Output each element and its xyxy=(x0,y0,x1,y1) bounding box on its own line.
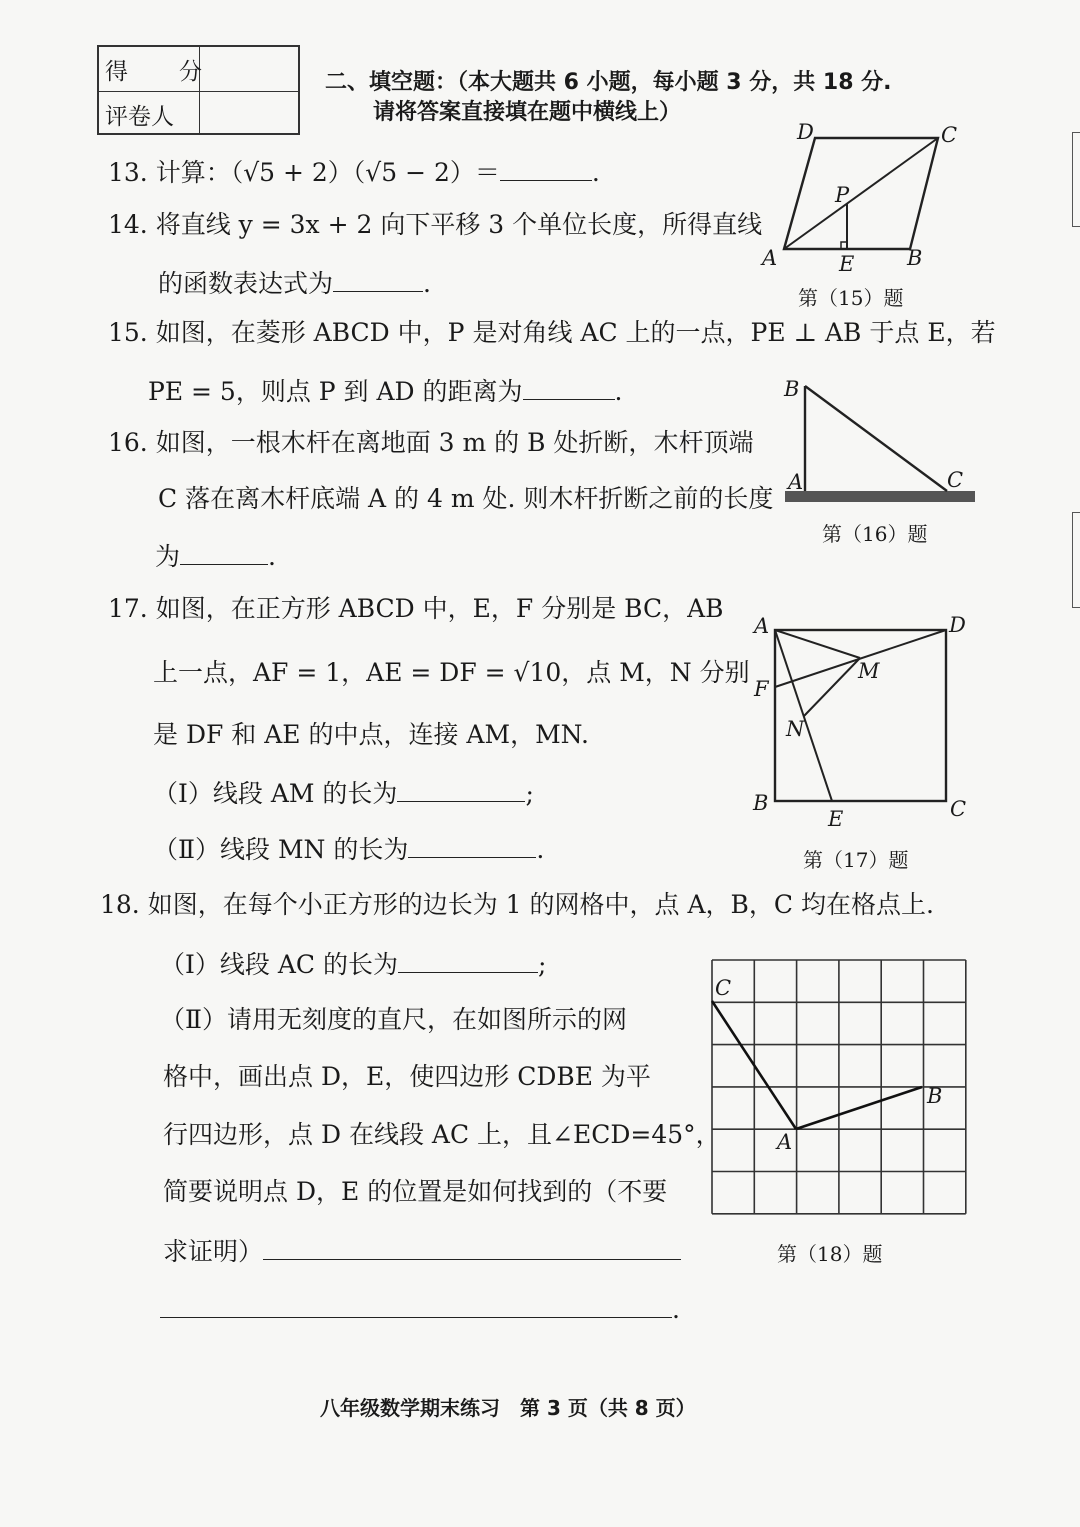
square-abcd xyxy=(775,630,946,801)
question-13: 13. 计算：（√5 + 2）（√5 − 2）＝ . xyxy=(108,158,600,187)
label-m: M xyxy=(858,659,880,683)
score-label: 得 分 xyxy=(105,59,216,85)
question-17: 17. 如图，在正方形 ABCD 中，E，F 分别是 BC，AB xyxy=(108,594,724,623)
section-title: 二、填空题：（本大题共 6 小题，每小题 3 分，共 18 分. xyxy=(325,70,892,95)
figure-18 xyxy=(705,953,975,1223)
question-17-part1: （Ⅰ）线段 AM 的长为 ; xyxy=(153,779,534,808)
label-e: E xyxy=(828,807,844,831)
label-a: A xyxy=(777,1130,793,1154)
page-footer: 八年级数学期末练习 第 3 页（共 8 页） xyxy=(320,1396,696,1420)
label-d: D xyxy=(797,120,814,144)
question-15-line2: PE = 5，则点 P 到 AD 的距离为 . xyxy=(148,377,623,406)
label-f: F xyxy=(754,677,769,701)
label-b: B xyxy=(927,1084,943,1108)
question-16-line2: C 落在离木杆底端 A 的 4 m 处. 则木杆折断之前的长度 xyxy=(158,484,774,513)
label-b: B xyxy=(753,791,769,815)
label-e: E xyxy=(839,252,855,276)
figure-17 xyxy=(748,612,978,834)
question-18-part2-line4: 简要说明点 D，E 的位置是如何找到的（不要 xyxy=(163,1177,668,1206)
label-c: C xyxy=(715,976,732,1000)
question-18-part1: （Ⅰ）线段 AC 的长为 ; xyxy=(160,950,547,979)
question-18-part2-line3: 行四边形，点 D 在线段 AC 上，且∠ECD=45°， xyxy=(163,1120,721,1149)
question-14: 14. 将直线 y = 3x + 2 向下平移 3 个单位长度，所得直线 xyxy=(108,210,763,239)
broken-part-bc xyxy=(805,386,947,491)
answer-blank-13[interactable] xyxy=(500,156,592,181)
segment-am xyxy=(775,630,860,658)
question-16: 16. 如图，一根木杆在离地面 3 m 的 B 处折断，木杆顶端 xyxy=(108,428,754,457)
label-b: B xyxy=(907,246,923,270)
caption-16: 第（16）题 xyxy=(822,522,928,546)
label-a: A xyxy=(762,246,778,270)
question-17-part2: （Ⅱ）线段 MN 的长为 . xyxy=(153,835,545,864)
question-18-answer-line: . xyxy=(160,1293,680,1325)
ground xyxy=(785,491,975,502)
question-17-line3: 是 DF 和 AE 的中点，连接 AM，MN. xyxy=(153,720,589,749)
label-c: C xyxy=(950,797,967,821)
caption-18: 第（18）题 xyxy=(777,1242,883,1266)
question-18-part2-line2: 格中，画出点 D，E，使四边形 CDBE 为平 xyxy=(163,1062,651,1091)
answer-blank-18-2b[interactable] xyxy=(160,1293,672,1318)
answer-blank-18-2a[interactable] xyxy=(263,1235,681,1260)
question-18-part2-line5: 求证明） xyxy=(163,1235,681,1267)
answer-blank-14[interactable] xyxy=(333,267,423,292)
segment-mn xyxy=(804,658,860,716)
answer-blank-15[interactable] xyxy=(523,375,615,400)
answer-blank-16[interactable] xyxy=(180,540,268,565)
score-box xyxy=(97,45,300,135)
answer-blank-17-2[interactable] xyxy=(408,833,536,858)
question-17-line2: 上一点，AF = 1，AE = DF = √10，点 M，N 分别 xyxy=(153,658,750,687)
question-15: 15. 如图，在菱形 ABCD 中，P 是对角线 AC 上的一点，PE ⊥ AB 于点 E，若 xyxy=(108,318,996,347)
caption-17: 第（17）题 xyxy=(803,848,909,872)
grader-label: 评卷人 xyxy=(105,104,174,130)
figure-15 xyxy=(755,118,980,278)
segment-ab xyxy=(796,1087,922,1129)
edge-mark xyxy=(1072,512,1080,608)
answer-blank-17-1[interactable] xyxy=(397,777,525,802)
label-b: B xyxy=(784,377,800,401)
label-n: N xyxy=(786,717,805,741)
section-instruction: 请将答案直接填在题中横线上） xyxy=(373,100,682,125)
label-c: C xyxy=(941,123,958,147)
caption-15: 第（15）题 xyxy=(798,286,904,310)
figure-16 xyxy=(775,370,980,510)
edge-mark xyxy=(1072,132,1080,227)
question-18-part2-line1: （Ⅱ）请用无刻度的直尺，在如图所示的网 xyxy=(160,1005,627,1034)
label-c: C xyxy=(947,468,964,492)
label-d: D xyxy=(949,613,966,637)
question-16-line3: 为 . xyxy=(155,542,276,571)
label-p: P xyxy=(835,183,850,207)
question-14-line2: 的函数表达式为 . xyxy=(158,269,431,298)
label-a: A xyxy=(788,470,804,494)
label-a: A xyxy=(754,614,770,638)
question-18: 18. 如图，在每个小正方形的边长为 1 的网格中，点 A，B，C 均在格点上. xyxy=(100,890,934,919)
answer-blank-18-1[interactable] xyxy=(398,948,538,973)
